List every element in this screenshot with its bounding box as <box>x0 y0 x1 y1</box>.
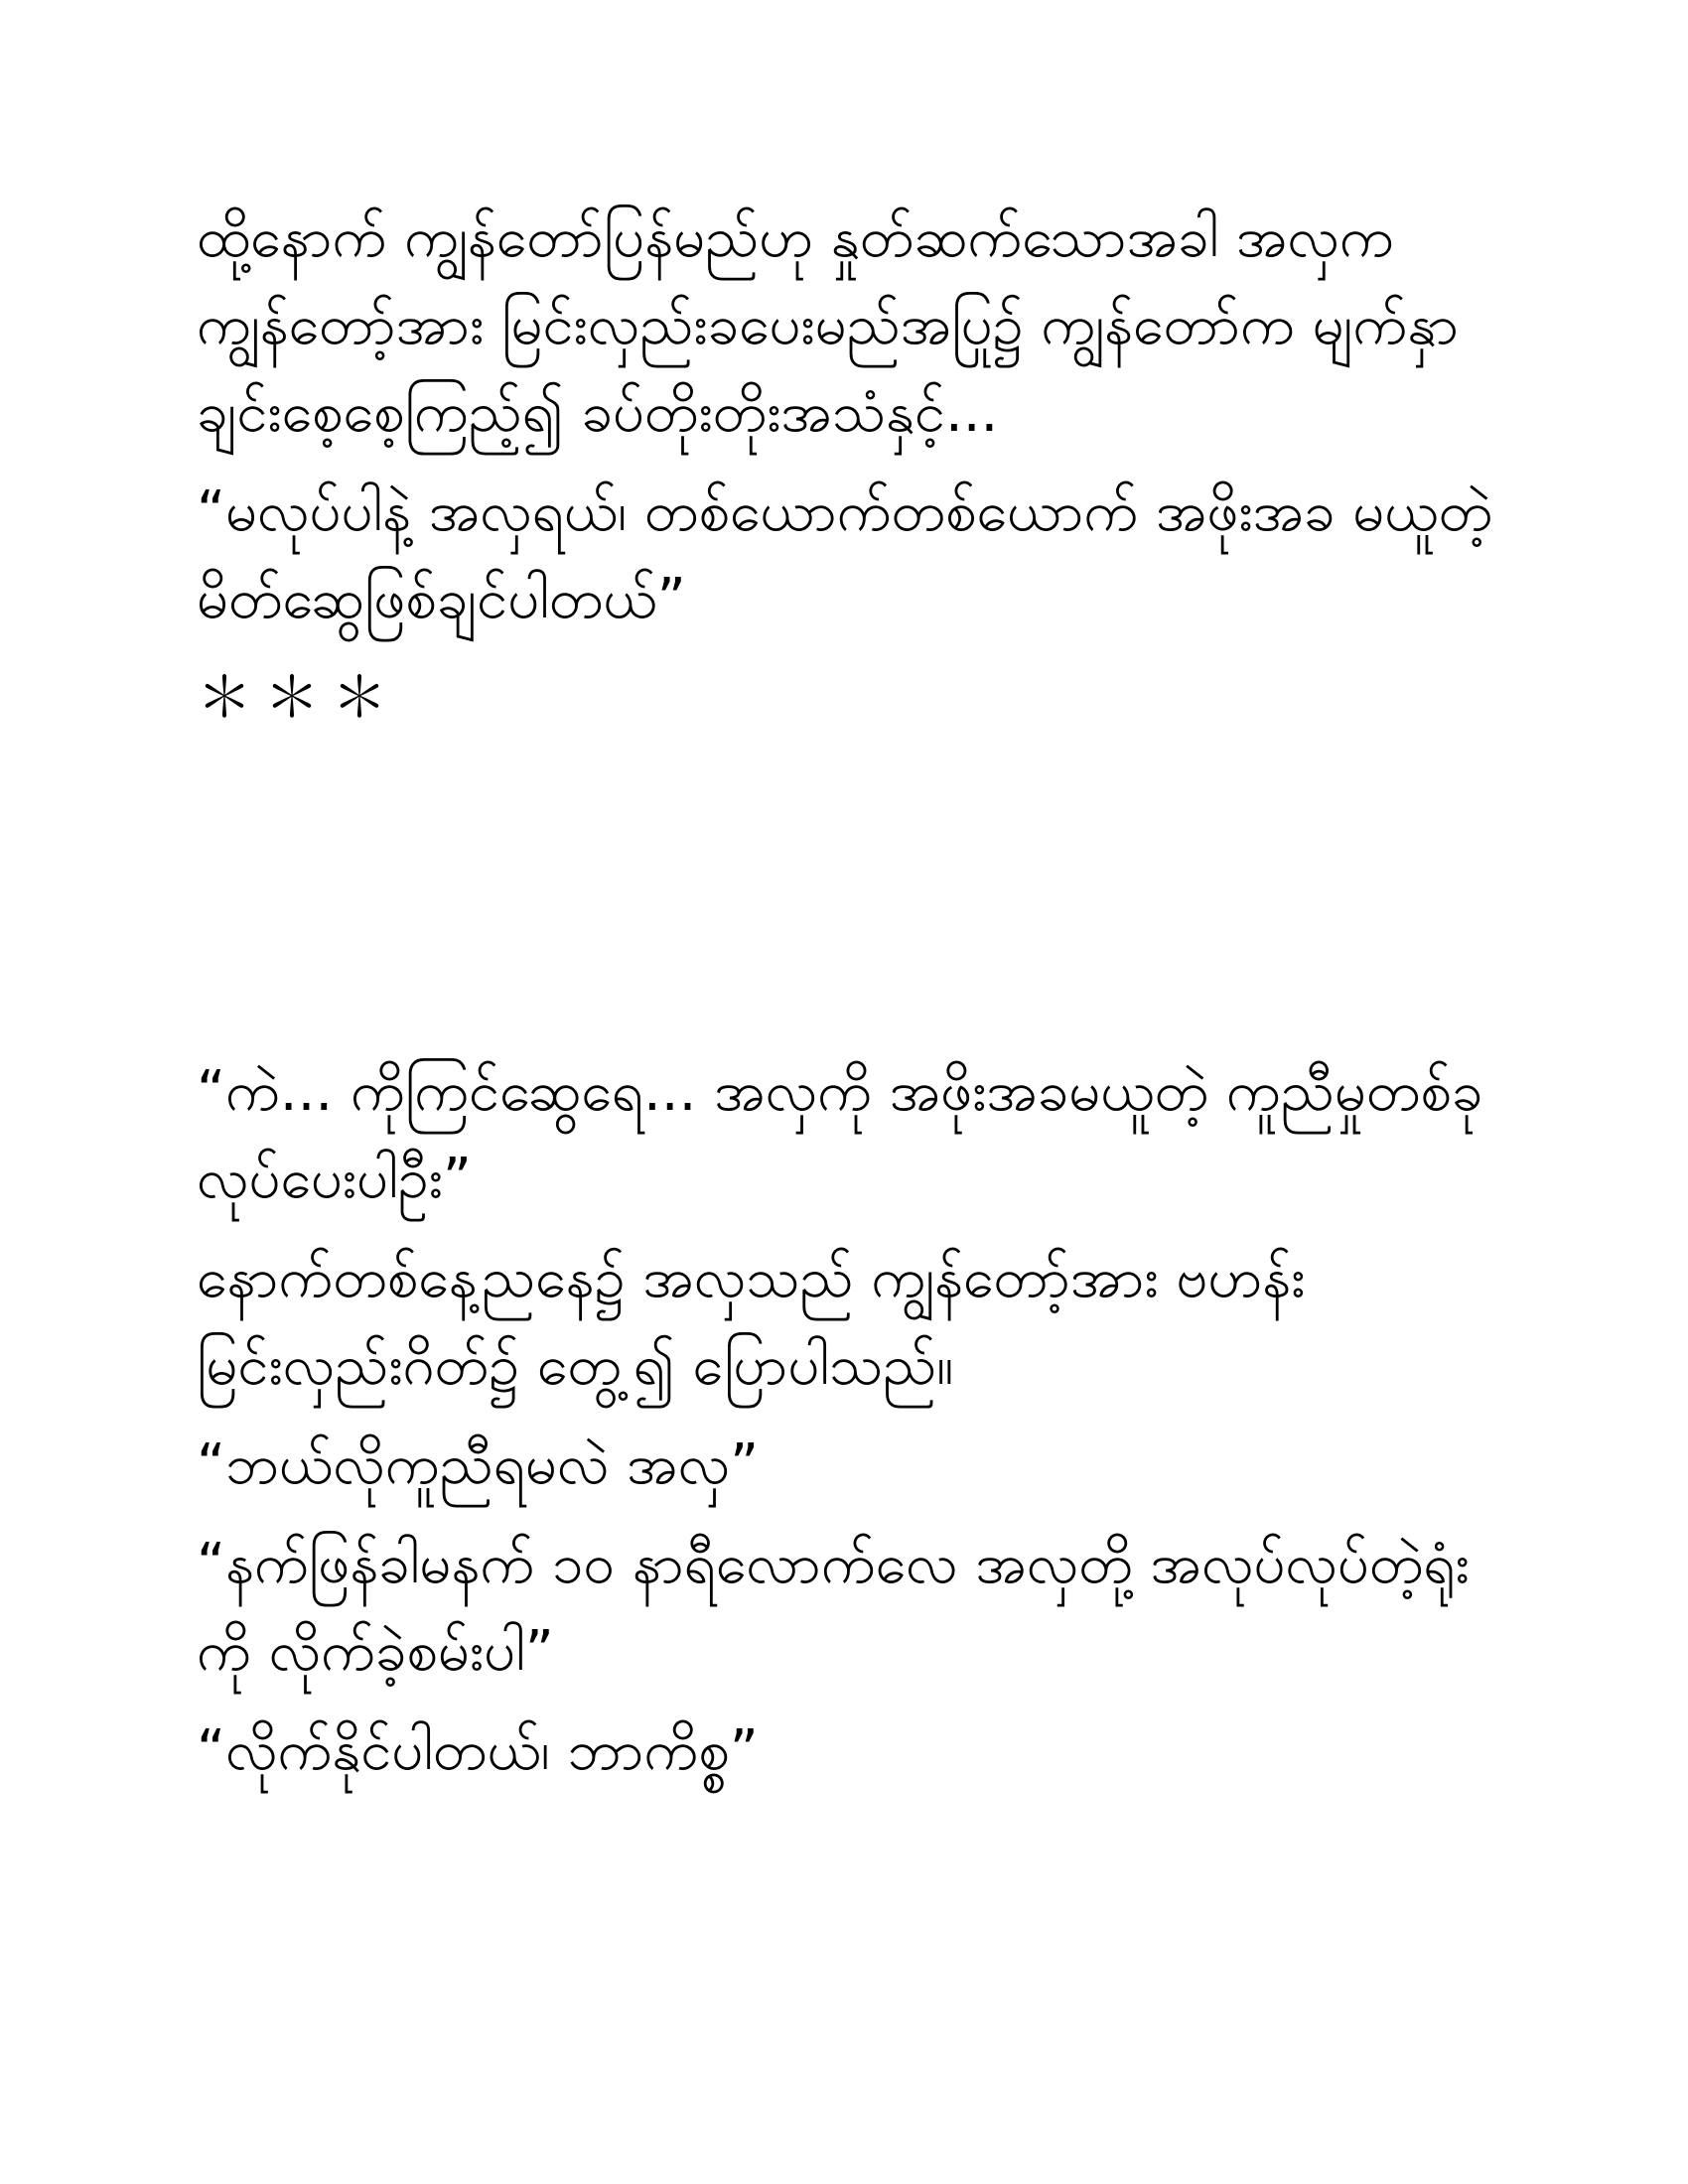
narration-paragraph: ထို့နောက် ကျွန်တော်ပြန်မည်ဟု နှုတ်ဆက်သောအခါ အလှက ကျွန်တော့်အား မြင်းလှည်းခပေးမည်အပြု၌ ကျွန်တော်က မျက်နှာချင်းစေ့စေ့ကြည့်၍ ခပ်တိုးတိုးအသံနှင့်... <box>197 205 1460 445</box>
narration-paragraph: နောက်တစ်နေ့ညနေ၌ အလှသည် ကျွန်တော့်အား ဗဟန်းမြင်းလှည်းဂိတ်၌ တွေ့၍ ပြောပါသည်။ <box>197 1246 1306 1398</box>
story-section-1 <box>197 195 1497 743</box>
dialogue-paragraph: “မလုပ်ပါနဲ့ အလှရယ်၊ တစ်ယောက်တစ်ယောက် အဖိုးအခ မယူတဲ့ မိတ်ဆွေဖြစ်ချင်ပါတယ်” <box>197 479 1493 631</box>
dialogue-paragraph: “နက်ဖြန်ခါမနက် ၁၀ နာရီလောက်လေ အလှတို့ အလုပ်လုပ်တဲ့ရုံးကို လိုက်ခဲ့စမ်းပါ” <box>197 1532 1470 1684</box>
dialogue-paragraph: “ဘယ်လိုကူညီရမလဲ အလှ” <box>197 1433 760 1497</box>
dialogue-paragraph: “လိုက်နိုင်ပါတယ်၊ ဘာကိစ္စ” <box>197 1718 759 1783</box>
dialogue-paragraph: “ကဲ... ကိုကြင်ဆွေရေ... အလှကို အဖိုးအခမယူတဲ့ ကူညီမှုတစ်ခု လုပ်ပေးပါဦး” <box>197 1059 1483 1211</box>
story-section-2 <box>197 1048 1497 1795</box>
section-separator: ＊＊＊ <box>197 666 399 731</box>
